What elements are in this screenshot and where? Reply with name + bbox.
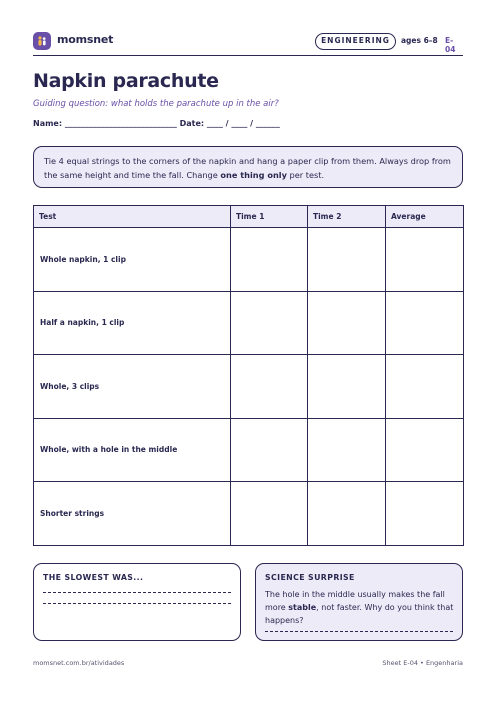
answer-line[interactable] [265,631,453,632]
subject-tag: ENGINEERING [315,33,396,50]
test-label: Whole napkin, 1 clip [34,228,231,292]
table-row [34,482,464,546]
instructions-text-end: per test. [286,170,325,180]
table-row [34,228,464,292]
test-label: Half a napkin, 1 clip [34,291,231,355]
time-1-cell[interactable] [231,418,308,482]
page-header [33,31,463,53]
science-surprise-title: SCIENCE SURPRISE [265,573,355,582]
average-cell[interactable] [386,418,464,482]
table-row [34,418,464,482]
slowest-card-title: THE SLOWEST WAS... [43,573,144,582]
time-2-cell[interactable] [308,228,386,292]
footer-sheet-id: Sheet E-04 • Engenharia [382,659,463,667]
instructions-text: Tie 4 equal strings to the corners of the napkin and hang a paper clip from them. Always drop from the same height and time the fall. Change [44,156,451,180]
instructions-emphasis: one thing only [220,170,287,180]
test-label: Shorter strings [34,482,231,546]
time-2-cell[interactable] [308,291,386,355]
header-time-1: Time 1 [231,206,308,228]
header-divider [33,55,463,56]
test-label: Whole, 3 clips [34,355,231,419]
guiding-question: Guiding question: what holds the parachute up in the air? [33,99,279,109]
table-header-row [34,206,464,228]
page-title: Napkin parachute [33,70,219,92]
results-table [33,205,464,546]
logo-icon [33,32,51,50]
brand-name: momsnet [57,33,114,46]
footer-url: momsnet.com.br/atividades [33,659,125,667]
average-cell[interactable] [386,228,464,292]
average-cell[interactable] [386,482,464,546]
time-1-cell[interactable] [231,482,308,546]
time-1-cell[interactable] [231,355,308,419]
header-average: Average [386,206,464,228]
science-surprise-text [265,588,457,627]
table-row [34,355,464,419]
header-test: Test [34,206,231,228]
surprise-text: The hole in the middle usually makes the fall more [265,590,445,612]
average-cell[interactable] [386,355,464,419]
answer-line[interactable] [43,603,231,604]
time-2-cell[interactable] [308,355,386,419]
slowest-card [33,563,241,641]
time-2-cell[interactable] [308,482,386,546]
science-surprise-card [255,563,463,641]
test-label: Whole, with a hole in the middle [34,418,231,482]
time-1-cell[interactable] [231,228,308,292]
header-time-2: Time 2 [308,206,386,228]
answer-line[interactable] [43,592,231,593]
sheet-code: E-04 [445,36,456,54]
name-date-line: Name: ____________________________ Date: ____ / ____ / ______ [33,119,280,128]
table-row [34,291,464,355]
instructions-box [33,146,463,188]
surprise-text-end: , not faster. Why do you think that happens? [265,603,454,625]
time-2-cell[interactable] [308,418,386,482]
time-1-cell[interactable] [231,291,308,355]
age-range: ages 6–8 [401,36,438,45]
average-cell[interactable] [386,291,464,355]
surprise-emphasis: stable [288,603,317,612]
